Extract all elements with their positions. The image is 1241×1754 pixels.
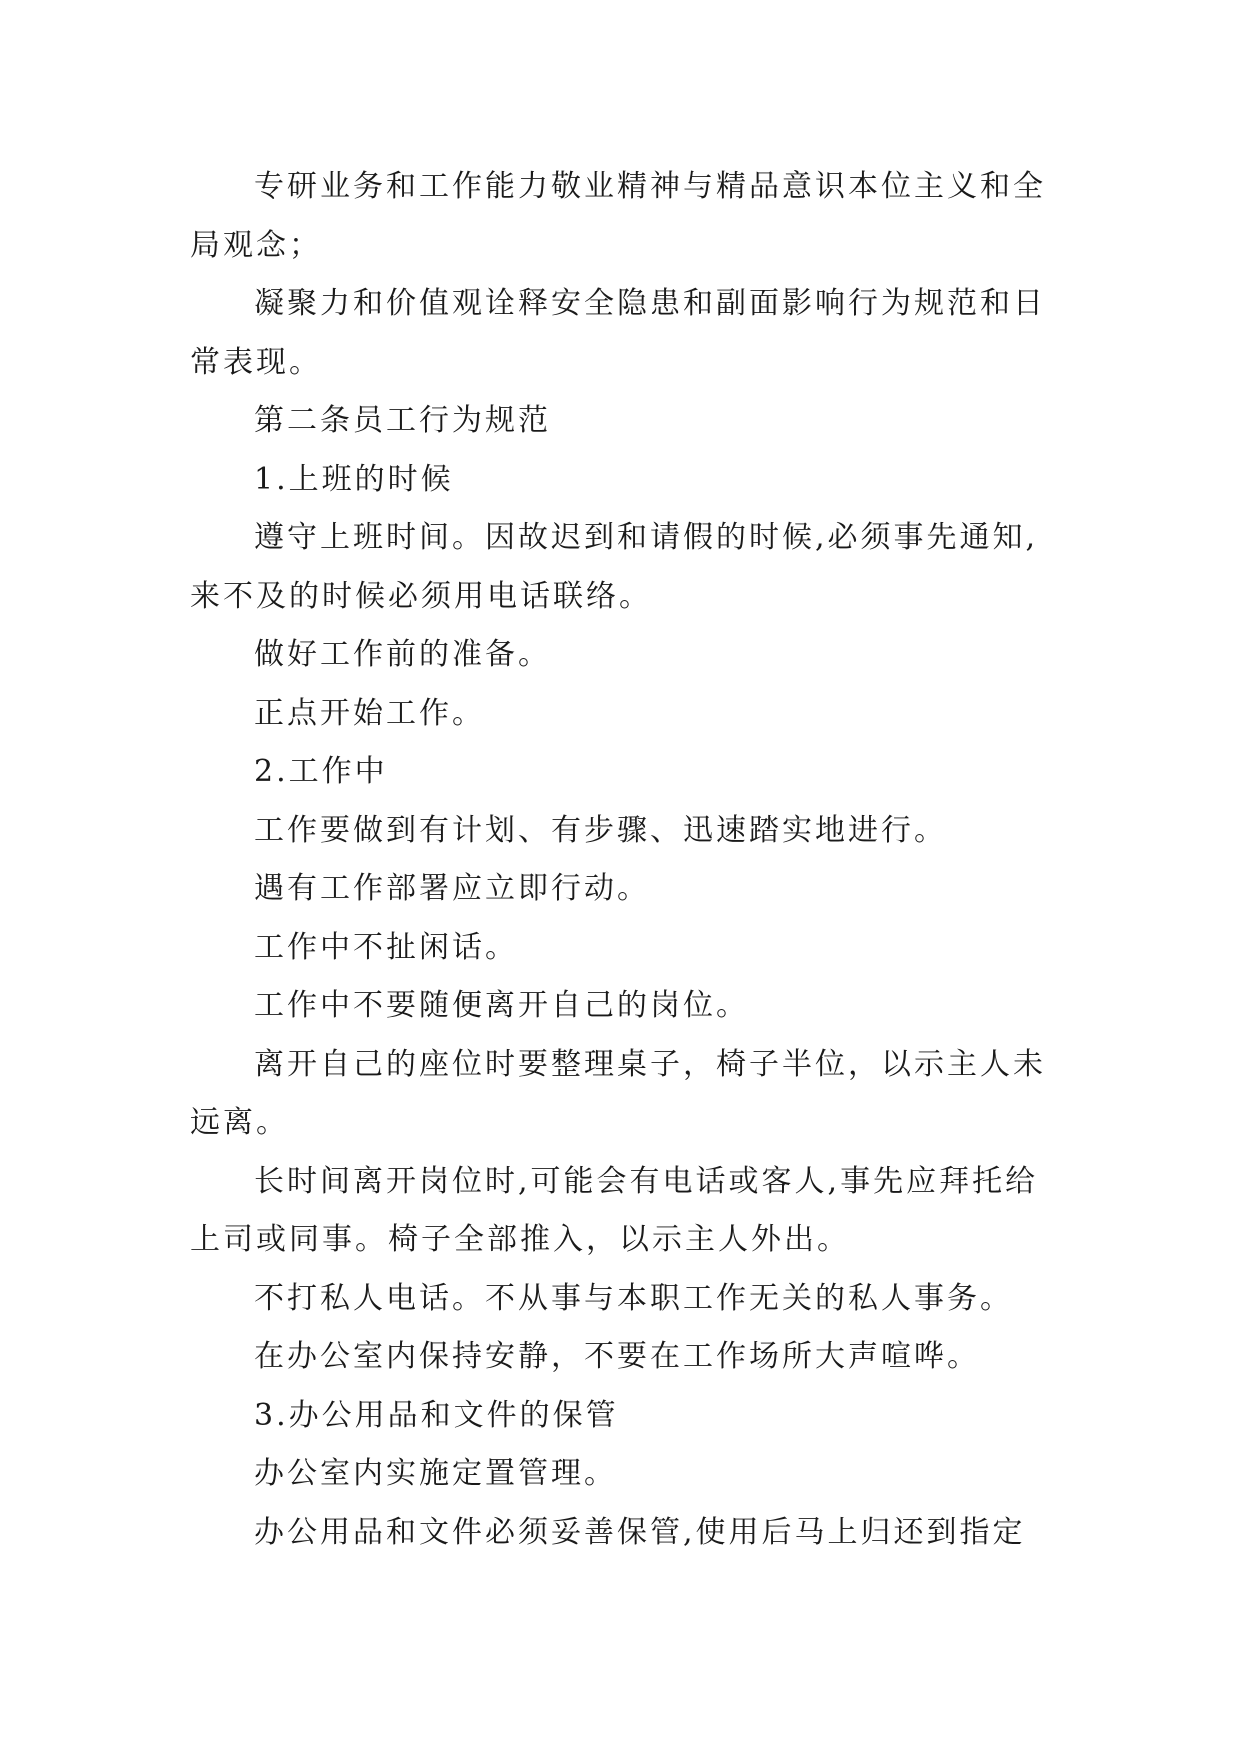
- paragraph: 做好工作前的准备。: [254, 637, 551, 672]
- document-body: [190, 158, 1060, 1562]
- paragraph: 遵守上班时间。因故迟到和请假的时候,必须事先通知,来不及的时候必须用电话联络。: [190, 520, 1039, 614]
- paragraph: 工作要做到有计划、有步骤、迅速踏实地进行。: [254, 812, 947, 848]
- section-heading: 第二条员工行为规范: [254, 403, 551, 438]
- paragraph: 办公室内实施定置管理。: [254, 1456, 617, 1491]
- paragraph: 在办公室内保持安静，不要在工作场所大声喧哗。: [254, 1339, 980, 1374]
- subsection-heading: 2.工作中: [254, 754, 388, 789]
- subsection-heading: 3.办公用品和文件的保管: [254, 1397, 619, 1433]
- paragraph: 办公用品和文件必须妥善保管,使用后马上归还到指定: [254, 1514, 1026, 1550]
- paragraph: 遇有工作部署应立即行动。: [254, 871, 650, 906]
- paragraph: 不打私人电话。不从事与本职工作无关的私人事务。: [254, 1280, 1013, 1316]
- paragraph: 离开自己的座位时要整理桌子，椅子半位，以示主人未远离。: [190, 1046, 1046, 1140]
- paragraph: 工作中不扯闲话。: [254, 929, 518, 965]
- paragraph: 专研业务和工作能力敬业精神与精品意识本位主义和全局观念；: [190, 169, 1046, 263]
- paragraph: 正点开始工作。: [254, 695, 485, 731]
- paragraph: 工作中不要随便离开自己的岗位。: [254, 988, 749, 1023]
- subsection-heading: 1.上班的时候: [254, 461, 454, 497]
- paragraph: 长时间离开岗位时,可能会有电话或客人,事先应拜托给上司或同事。椅子全部推入，以示主人外出。: [190, 1163, 1039, 1257]
- paragraph: 凝聚力和价值观诠释安全隐患和副面影响行为规范和日常表现。: [190, 286, 1046, 380]
